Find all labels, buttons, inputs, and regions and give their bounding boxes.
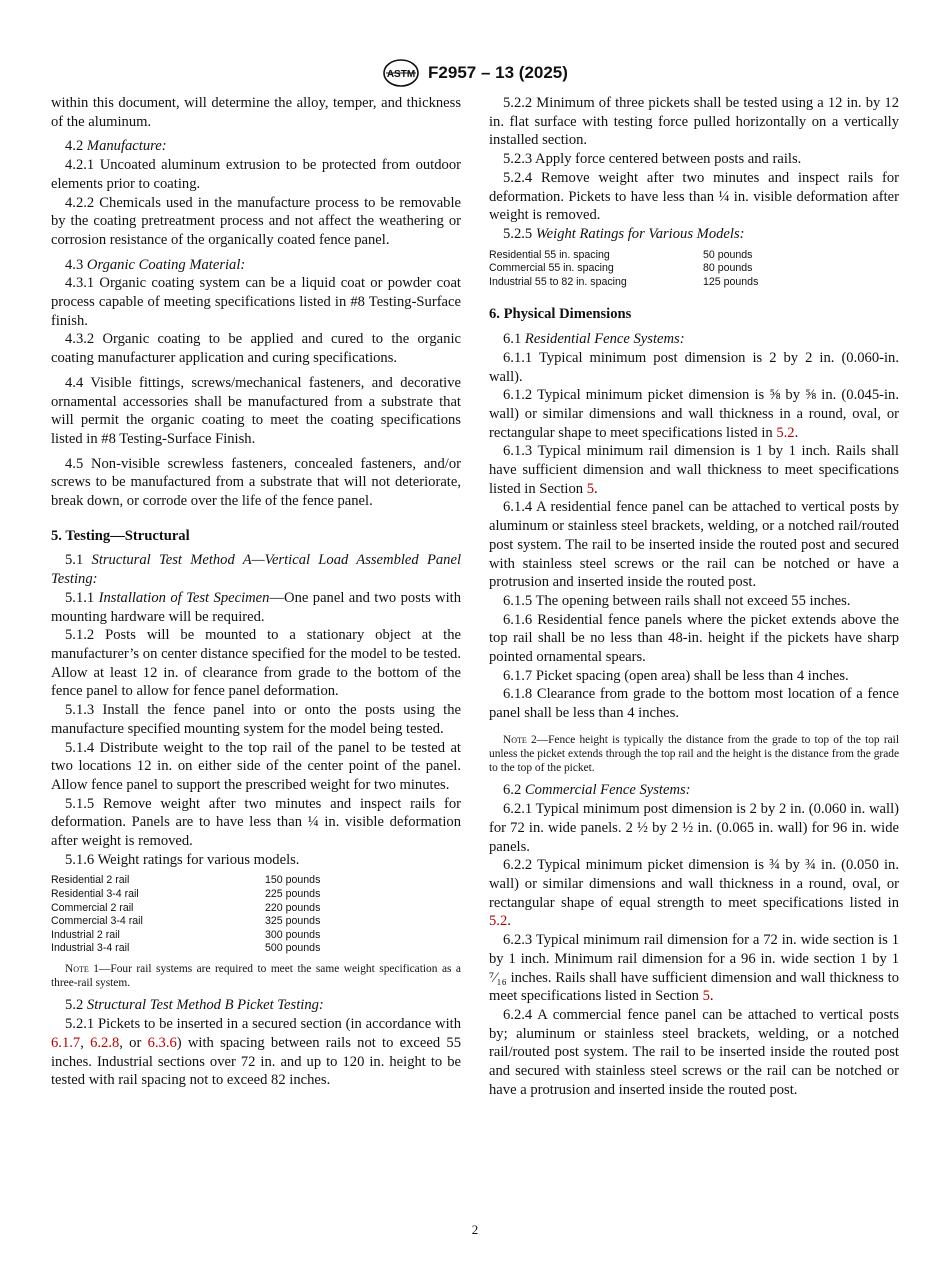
page-header [0, 58, 950, 88]
note-2: Note 2—Fence height is typically the distance from the grade to top of the top rail unless the picket extends through the top rail and the height is the distance from the grade to the top of the picket. [489, 733, 899, 775]
paragraph: 5.2.1 Pickets to be inserted in a secured section (in accordance with 6.1.7, 6.2.8, or 6.3.6) with spacing between rails not to exceed 55 inches. Industrial sections over 72 in. and up to 120 in. height to be tested with rail spacing not to exceed 82 inches. [51, 1016, 462, 1089]
table-row: Industrial 55 to 82 in. spacing 125 pounds [489, 275, 759, 288]
paragraph: 6.1.8 Clearance from grade to the bottom most location of a fence panel shall be less than 4 inches. [489, 686, 899, 722]
table-row: Commercial 55 in. spacing 80 pounds [489, 262, 753, 275]
paragraph: 4.4 Visible fittings, screws/mechanical fasteners, and decorative ornamental accessories shall be manufactured from a substrate that will permit the organic coating to meet the coating specifications listed in #8 Testing-Surface Finish. [51, 374, 461, 447]
paragraph: 6.1.4 A residential fence panel can be attached to vertical posts by aluminum or stainless steel brackets, welding, or a notched rail/routed post system. The rail to be inserted inside the routed post and secured with stainless steel screws or the rail can be notched or have a protrusion and inserted inside the routed post. [489, 499, 899, 591]
paragraph: 6.1.2 Typical minimum picket dimension is ⅝ by ⅝ in. (0.045-in. wall) or similar dimensions and wall thickness in a round, oval, or rectangular shape to meet specifications listed in 5.2. [489, 387, 899, 441]
ref-link[interactable]: 6.2.8 [90, 1034, 120, 1051]
paragraph: 6.2.4 A commercial fence panel can be attached to vertical posts by; aluminum or stainless steel brackets, welding, or a notched rail/routed post system. The rail to be inserted inside the routed post and secured with stainless steel screws or the rail can be notched or have a protrusion and inserted inside the routed post. [489, 1006, 899, 1098]
document-designation: F2957 – 13 (2025) [428, 63, 568, 82]
paragraph: 4.2.1 Uncoated aluminum extrusion to be protected from outdoor elements prior to coating. [51, 157, 461, 192]
paragraph: 5.1.3 Install the fence panel into or onto the posts using the manufacture specified mounting system for the model being tested. [51, 702, 461, 737]
table-row: Industrial 3-4 rail 500 pounds [51, 942, 321, 955]
section-6-1: 6.1 Residential Fence Systems: [503, 331, 685, 348]
paragraph: 6.2.3 Typical minimum rail dimension for a 72 in. wide section is 1 by 1 inch. Minimum rail dimension for a 96 in. wide section 1 by 1 ⁷⁄₁₆ inches. Rails shall have sufficient dimension and wall thickness to meet specifications listed in Section 5. [489, 932, 899, 1005]
table-row: Residential 2 rail 150 pounds [51, 874, 321, 887]
right-column [489, 94, 899, 1099]
paragraph: 4.3.2 Organic coating to be applied and cured to the organic coating manufacturer application and curing specifications. [51, 331, 461, 367]
note-1: Note 1—Four rail systems are required to meet the same weight specification as a three-rail system. [51, 962, 461, 990]
table-row: Commercial 2 rail 220 pounds [51, 901, 321, 914]
left-column [51, 94, 461, 1090]
paragraph: 4.2.2 Chemicals used in the manufacture process to be removable by the coating pretreatment process and not affect the weathering or corrosion resistance of the organically coated fence panel. [51, 194, 461, 248]
table-row: Industrial 2 rail 300 pounds [51, 928, 321, 941]
paragraph: 6.2.2 Typical minimum picket dimension is ¾ by ¾ in. (0.050 in. wall) or similar dimensions and wall thickness in a round, oval, or rectangular shape of equal strength to meet specifications listed in 5.2. [489, 857, 899, 930]
ref-link[interactable]: 6.3.6 [147, 1034, 177, 1051]
paragraph: 5.1.5 Remove weight after two minutes and inspect rails for deformation. Panels are to have less than ¼ in. visible deformation after weight is removed. [51, 795, 461, 850]
paragraph: 6.1.5 The opening between rails shall not exceed 55 inches. [503, 592, 851, 609]
logo-text: ASTM [386, 69, 416, 80]
table-row: Commercial 3-4 rail 325 pounds [51, 915, 321, 928]
ref-link[interactable]: 5 [586, 480, 594, 497]
paragraph: 5.1.2 Posts will be mounted to a stationary object at the manufacturer’s on center distance specified for the model to be tested. Allow at least 12 in. of clearance from grade to the bottom of the fence panel to allow for fence panel deformation. [51, 627, 461, 700]
section-heading-6: 6. Physical Dimensions [489, 306, 632, 323]
paragraph: 6.2.1 Typical minimum post dimension is 2 by 2 in. (0.060 in. wall) for 72 in. wide panels. 2 ½ by 2 ½ in. (0.065 in. wall) for 96 in. wide panels. [489, 801, 899, 855]
paragraph: 5.1.4 Distribute weight to the top rail of the panel to be tested at two locations 12 in. on either side of the center point of the panel. Allow fence panel to support the prescribed weight for two minutes. [51, 739, 461, 793]
paragraph: 5.2.2 Minimum of three pickets shall be tested using a 12 in. by 12 in. flat surface with testing force pulled horizontally on a vertically installed section. [489, 95, 899, 149]
table-row: Residential 55 in. spacing 50 pounds [489, 248, 753, 261]
section-5-1: 5.1 Structural Test Method A—Vertical Load Assembled Panel Testing: [51, 552, 461, 588]
paragraph: 5.1.6 Weight ratings for various models. [65, 851, 300, 868]
section-heading-5: 5. Testing—Structural [51, 527, 190, 544]
weight-ratings-table [51, 874, 320, 956]
table-row: Residential 3-4 rail 225 pounds [51, 888, 321, 901]
astm-logo-icon [382, 58, 420, 88]
paragraph: 5.2.4 Remove weight after two minutes and inspect rails for deformation. Pickets to have less than ¼ in. visible deformation after weight is removed. [489, 169, 899, 224]
paragraph: 5.2.3 Apply force centered between posts and rails. [503, 151, 802, 168]
ref-link[interactable]: 5 [702, 988, 710, 1005]
paragraph: 6.1.1 Typical minimum post dimension is 2 by 2 in. (0.060-in. wall). [489, 349, 899, 385]
ref-link[interactable]: 5.2 [776, 424, 795, 441]
ref-link[interactable]: 6.1.7 [51, 1034, 81, 1051]
section-6-2: 6.2 Commercial Fence Systems: [503, 782, 691, 799]
paragraph: 4.3.1 Organic coating system can be a liquid coat or powder coat process capable of meeting specifications listed in #8 Testing-Surface finish. [51, 275, 461, 329]
paragraph: 5.1.1 Installation of Test Specimen—One panel and two posts with mounting hardware will be required. [51, 589, 461, 625]
paragraph: within this document, will determine the alloy, temper, and thickness of the aluminum. [51, 95, 461, 130]
paragraph: 6.1.3 Typical minimum rail dimension is 1 by 1 inch. Rails shall have sufficient dimension and wall thickness to meet specifications listed in Section 5. [489, 443, 899, 497]
picket-weight-table [489, 249, 758, 290]
paragraph: 6.1.6 Residential fence panels where the picket extends above the top rail shall be no less than 48-in. height if the pickets have sharp pointed ornamental spears. [489, 611, 899, 666]
paragraph: 6.1.7 Picket spacing (open area) shall be less than 4 inches. [503, 667, 849, 684]
section-4-3: 4.3 Organic Coating Material: [65, 256, 246, 273]
paragraph: 4.5 Non-visible screwless fasteners, concealed fasteners, and/or screws to be manufactured from a substrate that will not deteriorate, break down, or corrode over the life of the fence panel. [51, 455, 461, 510]
section-5-2: 5.2 Structural Test Method B Picket Testing: [65, 997, 324, 1014]
page-number: 2 [471, 1222, 479, 1237]
section-4-2: 4.2 Manufacture: [65, 138, 167, 155]
ref-link[interactable]: 5.2 [489, 913, 508, 930]
paragraph: 5.2.5 Weight Ratings for Various Models: [503, 225, 745, 242]
